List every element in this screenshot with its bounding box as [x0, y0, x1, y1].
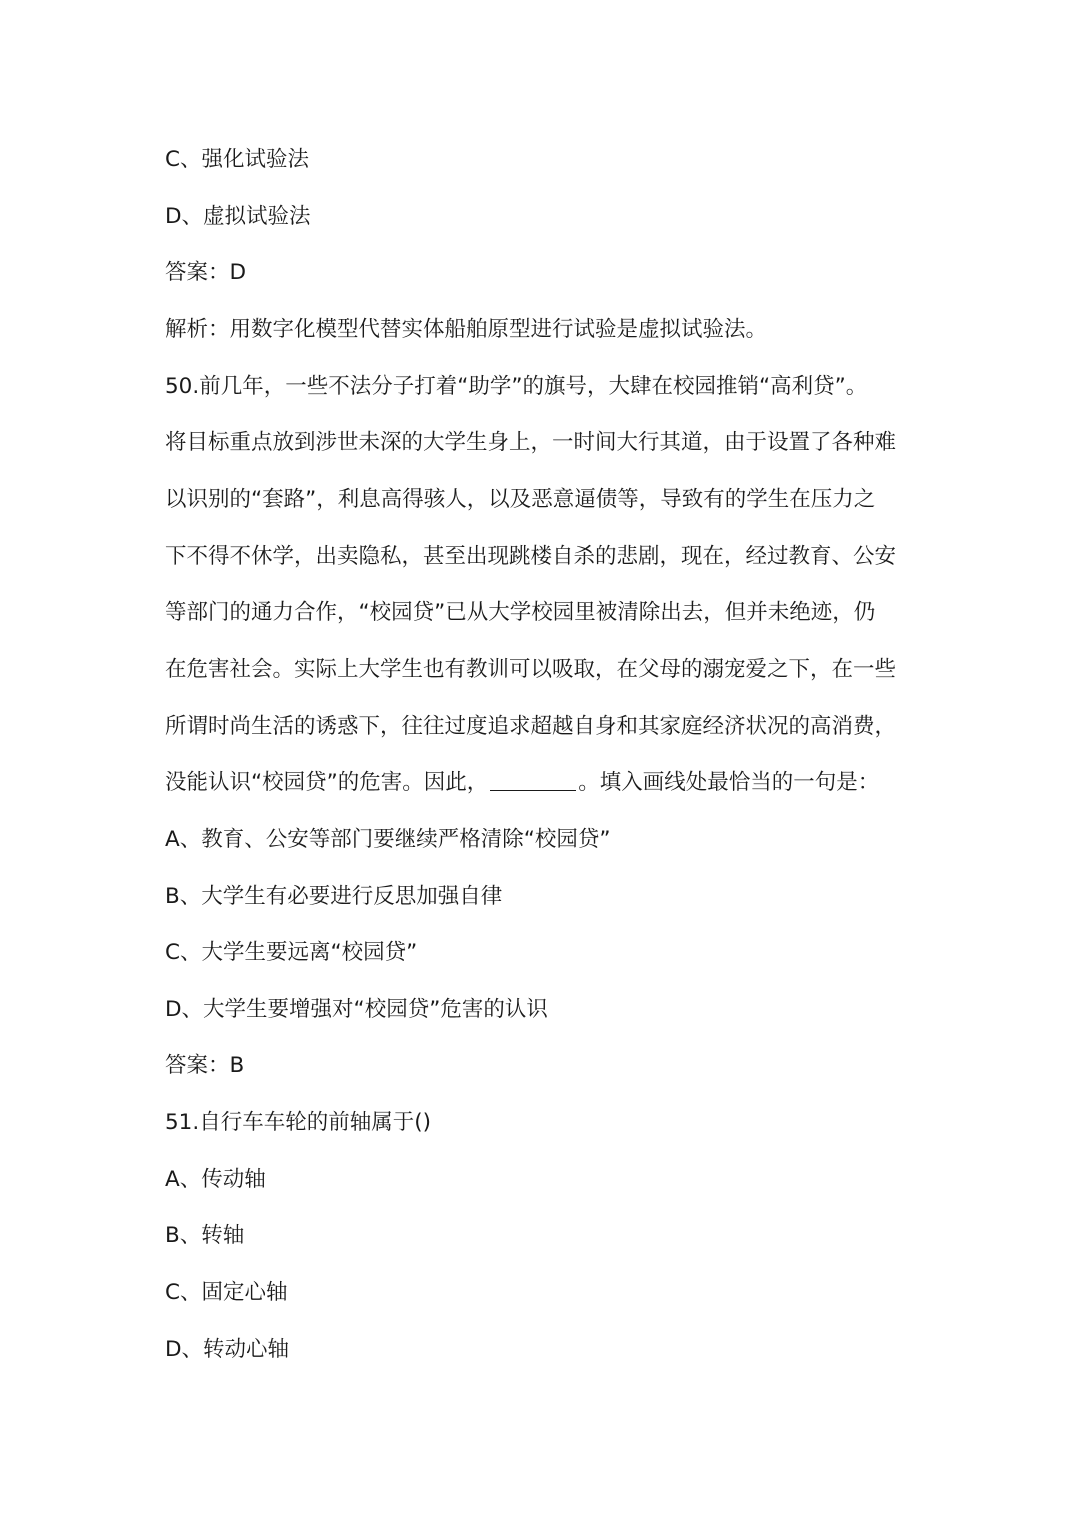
q51-option-b: B、转轴 — [165, 1223, 245, 1248]
q50-option-a: A、教育、公安等部门要继续严格清除“校园贷” — [165, 827, 611, 852]
q49-analysis: 解析：用数字化模型代替实体船舶原型进行试验是虚拟试验法。 — [165, 317, 768, 342]
q49-option-c: C、强化试验法 — [165, 147, 310, 172]
q50-stem-line-5: 等部门的通力合作，“校园贷”已从大学校园里被清除出去，但并未绝迹，仍 — [165, 600, 876, 625]
q50-stem-line-7: 所谓时尚生活的诱惑下，往往过度追求超越自身和其家庭经济状况的高消费， — [165, 714, 897, 739]
q50-stem-line-1: 50.前几年，一些不法分子打着“助学”的旗号，大肆在校园推销“高利贷”。 — [165, 374, 868, 399]
q50-stem-text-before-blank: 没能认识“校园贷”的危害。因此， — [165, 770, 489, 795]
q50-option-c: C、大学生要远离“校园贷” — [165, 940, 418, 965]
q51-stem: 51.自行车车轮的前轴属于() — [165, 1110, 431, 1135]
q51-option-d: D、转动心轴 — [165, 1337, 290, 1362]
q50-option-b: B、大学生有必要进行反思加强自律 — [165, 884, 503, 909]
q51-option-c: C、固定心轴 — [165, 1280, 288, 1305]
q50-option-d: D、大学生要增强对“校园贷”危害的认识 — [165, 997, 548, 1022]
q51-option-a: A、传动轴 — [165, 1167, 266, 1192]
q50-stem-text-after-blank: 。填入画线处最恰当的一句是： — [578, 770, 880, 795]
q50-stem-line-4: 下不得不休学，出卖隐私，甚至出现跳楼自杀的悲剧，现在，经过教育、公安 — [165, 544, 897, 569]
q50-stem-line-2: 将目标重点放到涉世未深的大学生身上，一时间大行其道，由于设置了各种难 — [165, 430, 897, 455]
q50-stem-line-8 — [165, 763, 925, 803]
q50-stem-line-3: 以识别的“套路”，利息高得骇人，以及恶意逼债等，导致有的学生在压力之 — [165, 487, 876, 512]
q49-option-d: D、虚拟试验法 — [165, 204, 311, 229]
q49-answer: 答案：D — [165, 260, 247, 285]
fill-in-blank — [490, 764, 576, 791]
q50-stem-line-6: 在危害社会。实际上大学生也有教训可以吸取，在父母的溺宠爱之下，在一些 — [165, 657, 897, 682]
q50-answer: 答案：B — [165, 1053, 245, 1078]
